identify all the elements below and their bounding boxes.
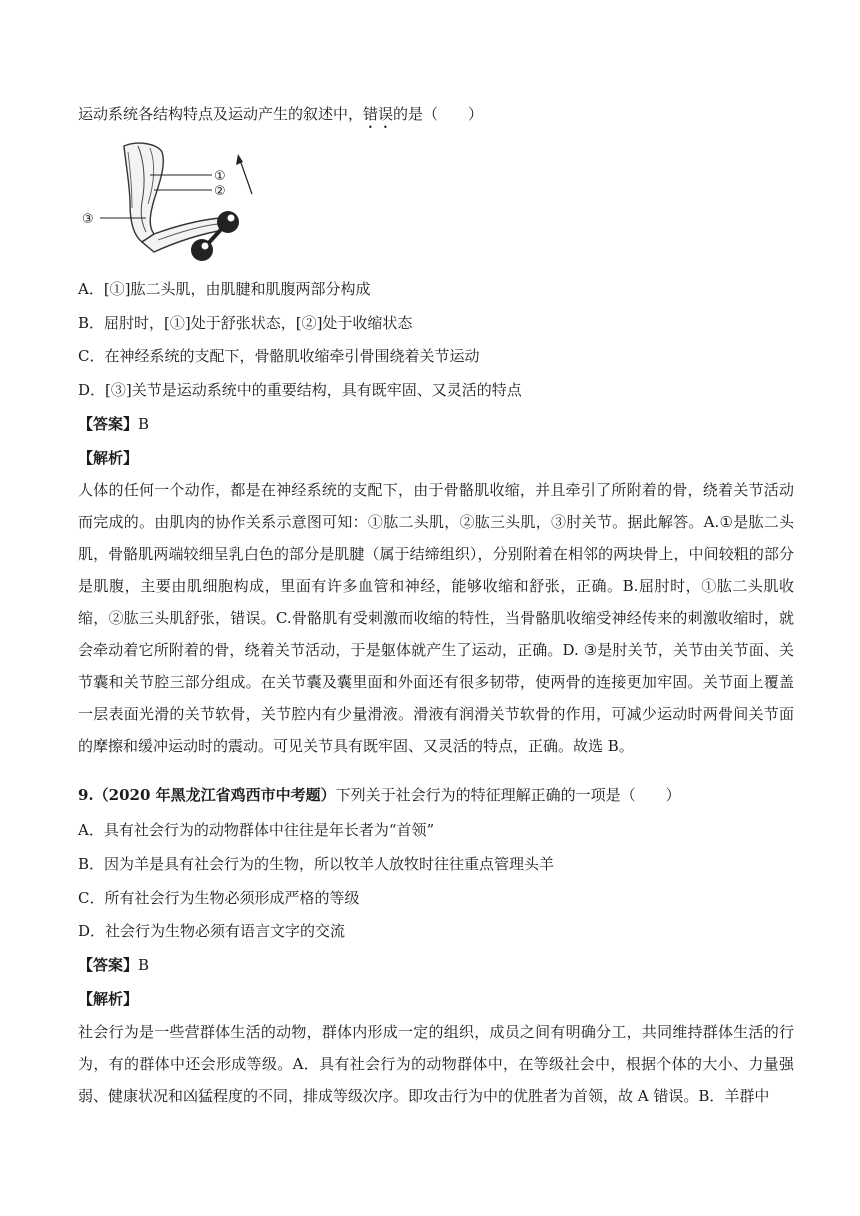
q8-answer-label: 【答案】 [78,415,139,433]
arm-muscle-figure [80,138,280,268]
q8-stem-text: 运动系统各结构特点及运动产生的叙述中， [78,105,364,123]
q9-answer-value: B [138,956,150,974]
dumbbell-weight-upper [217,211,239,233]
q8-analysis-text: 人体的任何一个动作，都是在神经系统的支配下，由于骨骼肌收缩，并且牵引了所附着的骨，绕着关节活动而完成的。由肌肉的协作关系示意图可知：①肱二头肌，②肱三头肌，③肘关节。据此解答。A.①是肱二头肌，骨骼肌两端较细呈乳白色的部分是肌腱（属于结缔组织），分别附着在相邻的两块骨上，中间较粗的部分是肌腹，主要由肌细胞构成，里面有许多血管和神经，能够收缩和舒张，正确。B.屈肘时，①肱二头肌收缩，②肱三头肌舒张，错误。C.骨骼肌有受刺激而收缩的特性，当骨骼肌收缩受神经传来的刺激收缩时，就会牵动着它所附着的骨，绕着关节活动，于是躯体就产生了运动，正确。D. ③是肘关节，关节由关节面、关节囊和关节腔三部分组成。在关节囊及囊里面和外面还有很多韧带，使两骨的连接更加牢固。关节面上覆盖一层表面光滑的关节软骨，关节腔内有少量滑液。滑液有润滑关节软骨的作用，可减少运动时两骨间关节面的摩擦和缓冲运动时的震动。可见关节具有既牢固、又灵活的特点，正确。故选 B。 [78,481,794,755]
q9-number: 9. [78,786,94,804]
figure-label-2: ② [214,184,226,199]
q9-analysis-label: 【解析】 [78,990,139,1008]
q9-option-a: A．具有社会行为的动物群体中往往是年长者为“首领” [78,821,435,839]
q9-answer-label: 【答案】 [78,956,139,974]
q9-answer [78,955,149,975]
q9-option-c: C．所有社会行为生物必须形成严格的等级 [78,889,360,907]
q8-option-a: A．[①]肱二头肌，由肌腱和肌腹两部分构成 [78,280,371,298]
dumbbell-highlight-upper [228,215,235,222]
dumbbell-weight-lower [191,239,213,261]
q8-answer [78,414,149,434]
q9-analysis-text: 社会行为是一些营群体生活的动物，群体内形成一定的组织，成员之间有明确分工，共同维持群体生活的行为，有的群体中还会形成等级。A．具有社会行为的动物群体中，在等级社会中，根据个体的大小、力量强弱、健康状况和凶猛程度的不同，排成等级次序。即攻击行为中的优胜者为首领，故 A 错误。B．羊群中 [78,1023,794,1105]
q8-option-d: D．[③]关节是运动系统中的重要结构，具有既牢固、又灵活的特点 [78,381,522,399]
q8-stem-tail: 的是（ ） [393,105,484,123]
q9-stem [78,785,681,805]
q9-option-b: B．因为羊是具有社会行为的生物，所以牧羊人放牧时往往重点管理头羊 [78,855,555,873]
q8-analysis-label: 【解析】 [78,449,139,467]
motion-arrow-head [236,154,243,165]
q8-stem-emphasis: 错误 [363,105,394,123]
q9-source: （2020 年黑龙江省鸡西市中考题） [93,786,336,804]
q9-option-d: D．社会行为生物必须有语言文字的交流 [78,922,346,940]
motion-arrow-shaft [240,160,252,194]
q9-stem-text: 下列关于社会行为的特征理解正确的一项是（ ） [335,786,681,804]
q8-answer-value: B [138,415,150,433]
figure-label-3: ③ [82,212,94,227]
q8-option-c: C．在神经系统的支配下，骨骼肌收缩牵引骨围绕着关节运动 [78,347,480,365]
arm-muscle-illustration [80,138,280,268]
q8-stem [78,104,483,132]
dumbbell-highlight-lower [202,243,209,250]
figure-label-1: ① [214,169,226,184]
q8-option-b: B．屈肘时，[①]处于舒张状态，[②]处于收缩状态 [78,314,413,332]
